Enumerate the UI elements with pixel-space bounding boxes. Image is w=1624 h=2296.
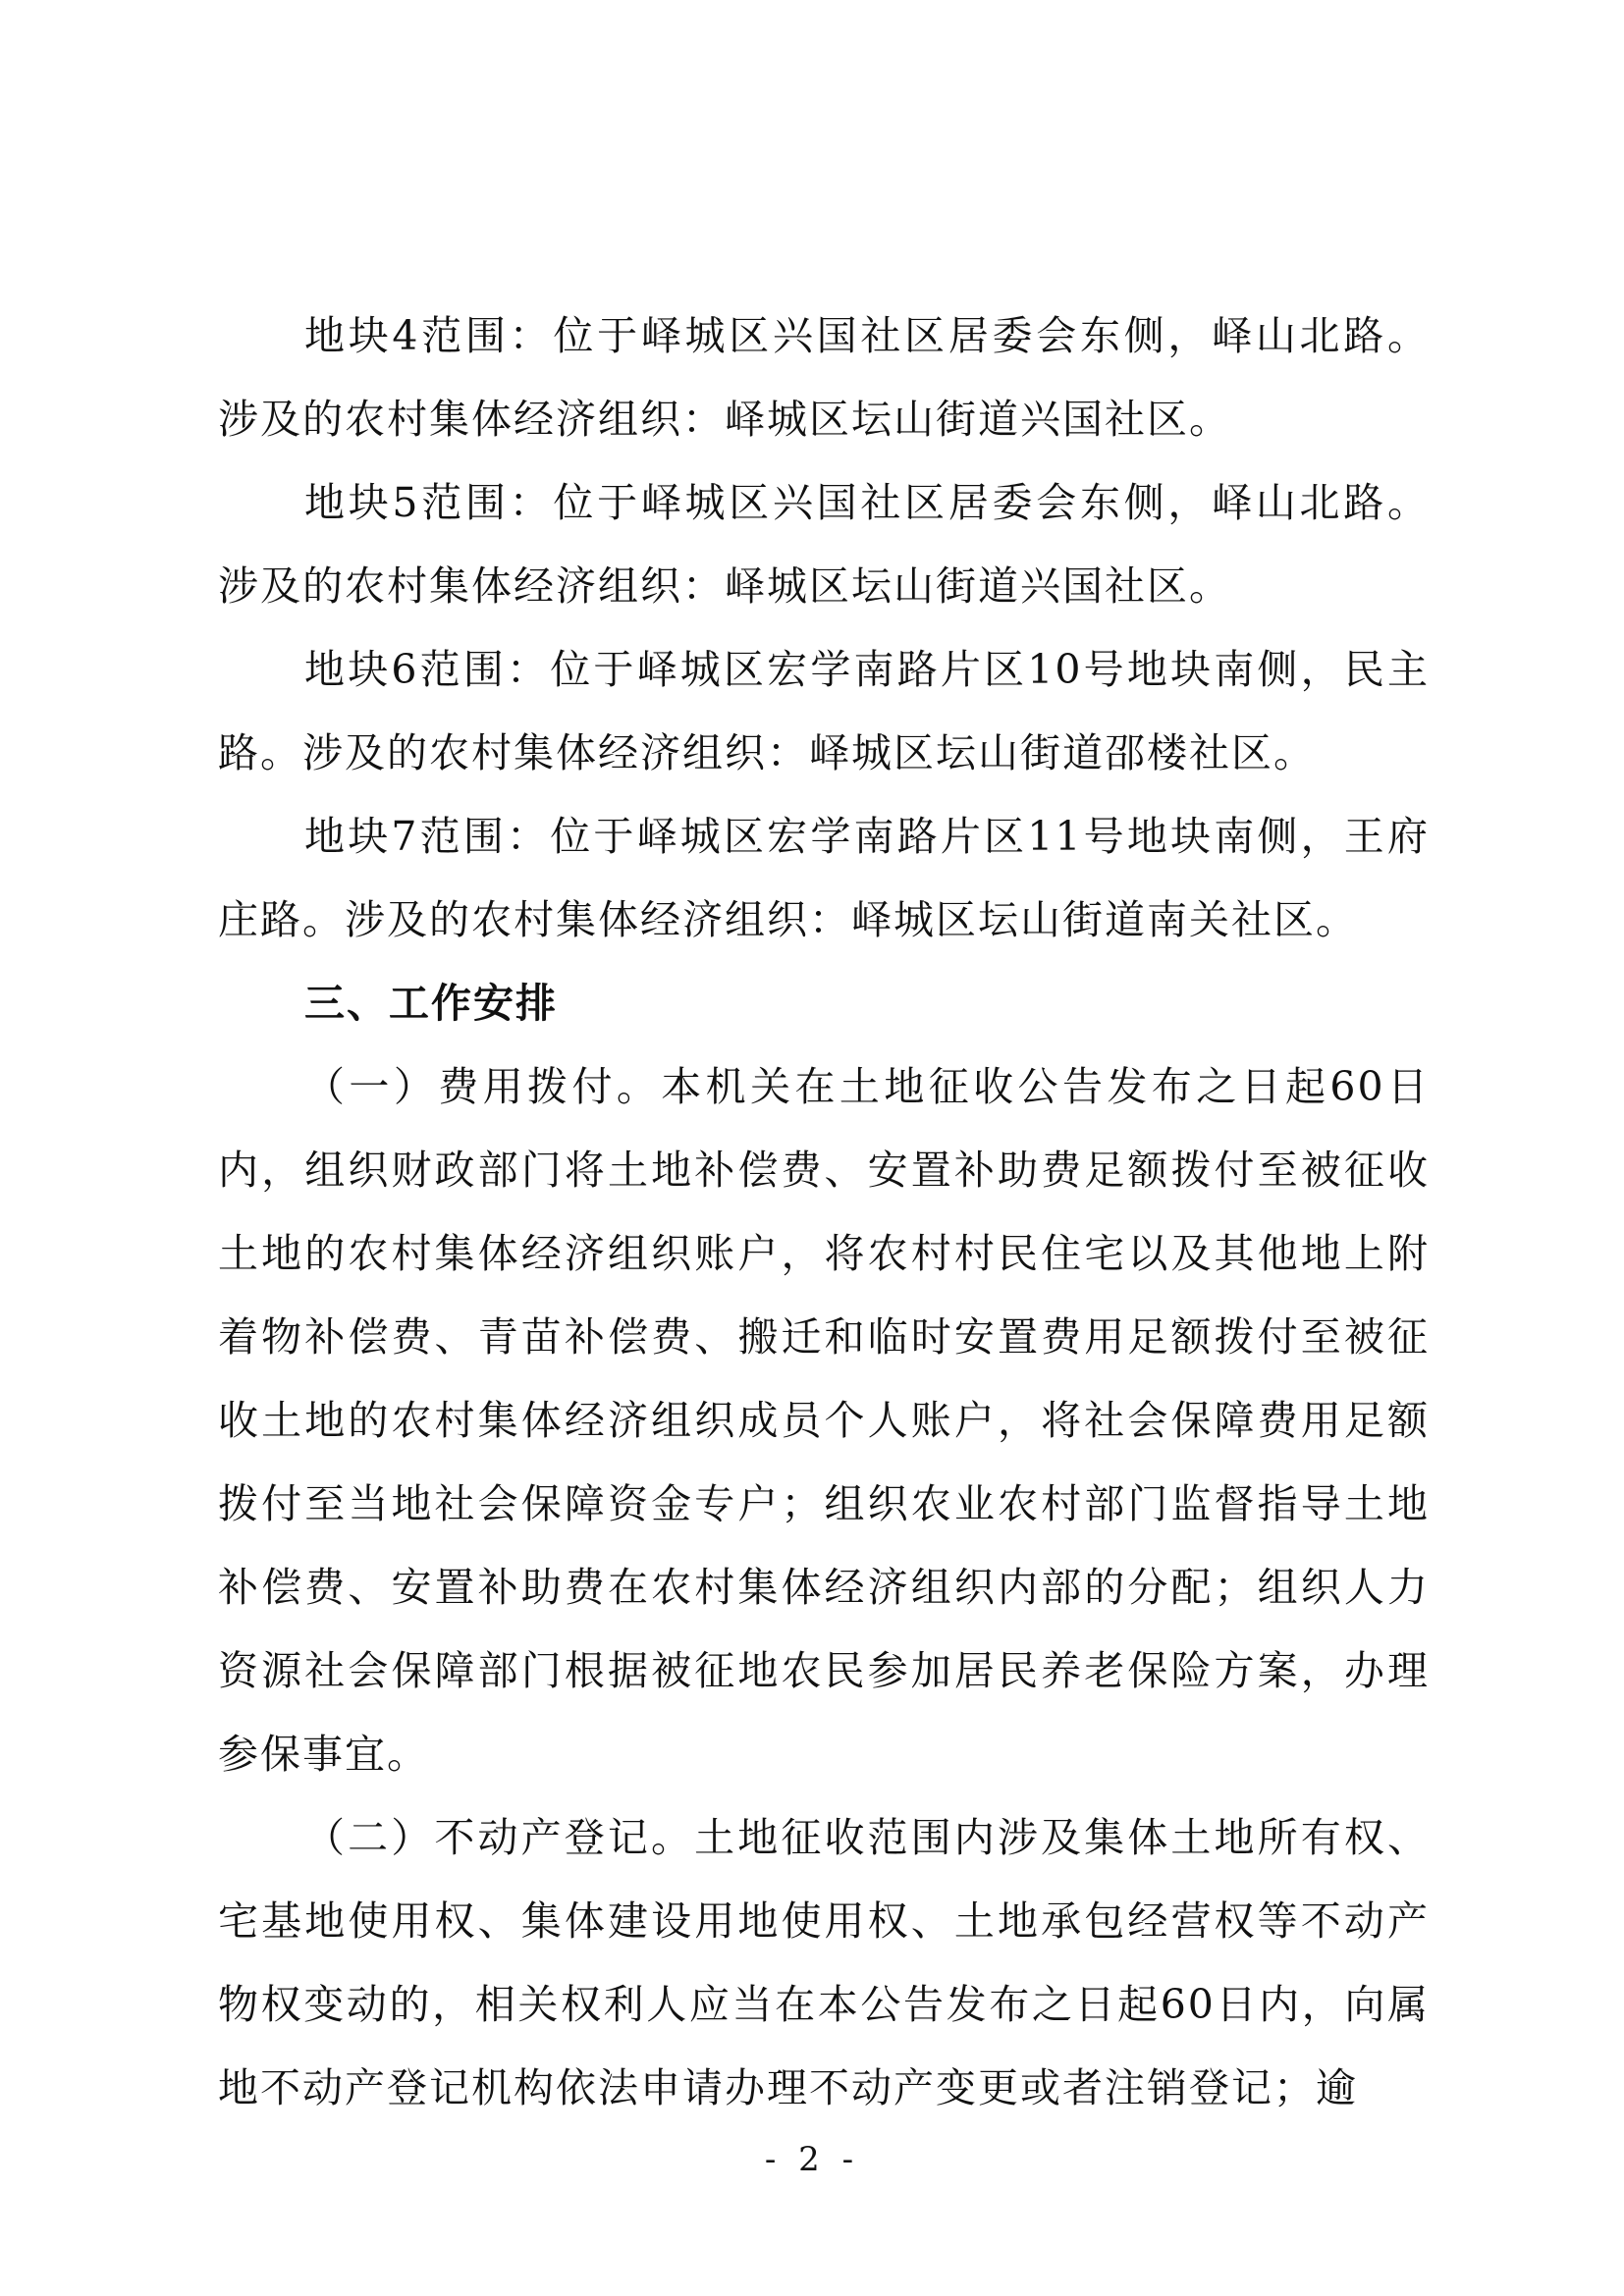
paragraph-plot-4: 地块4范围：位于峄城区兴国社区居委会东侧，峄山北路。涉及的农村集体经济组织：峄城区坛山街道兴国社区。 [218,312,1430,443]
paragraph-plot-6: 地块6范围：位于峄城区宏学南路片区10号地块南侧，民主路。涉及的农村集体经济组织：峄城区坛山街道邵楼社区。 [218,646,1430,776]
page-number: - 2 - [764,2140,860,2179]
paragraph-plot-7: 地块7范围：位于峄城区宏学南路片区11号地块南侧，王府庄路。涉及的农村集体经济组织：峄城区坛山街道南关社区。 [218,813,1430,943]
section-heading: 三、工作安排 [304,980,558,1027]
paragraph-real-estate-registration: （二）不动产登记。土地征收范围内涉及集体土地所有权、宅基地使用权、集体建设用地使用权、土地承包经营权等不动产物权变动的，相关权利人应当在本公告发布之日起60日内，向属地不动产登记机构依法申请办理不动产变更或者注销登记；逾 [218,1814,1430,2111]
paragraph-fee-allocation: （一）费用拨付。本机关在土地征收公告发布之日起60日内，组织财政部门将土地补偿费、安置补助费足额拨付至被征收土地的农村集体经济组织账户，将农村村民住宅以及其他地上附着物补偿费、青苗补偿费、搬迁和临时安置费用足额拨付至被征收土地的农村集体经济组织成员个人账户，将社会保障费用足额拨付至当地社会保障资金专户；组织农业农村部门监督指导土地补偿费、安置补助费在农村集体经济组织内部的分配；组织人力资源社会保障部门根据被征地农民参加居民养老保险方案，办理参保事宜。 [218,1063,1430,1778]
paragraph-plot-5: 地块5范围：位于峄城区兴国社区居委会东侧，峄山北路。涉及的农村集体经济组织：峄城区坛山街道兴国社区。 [218,479,1430,610]
body-text [218,294,1430,2130]
